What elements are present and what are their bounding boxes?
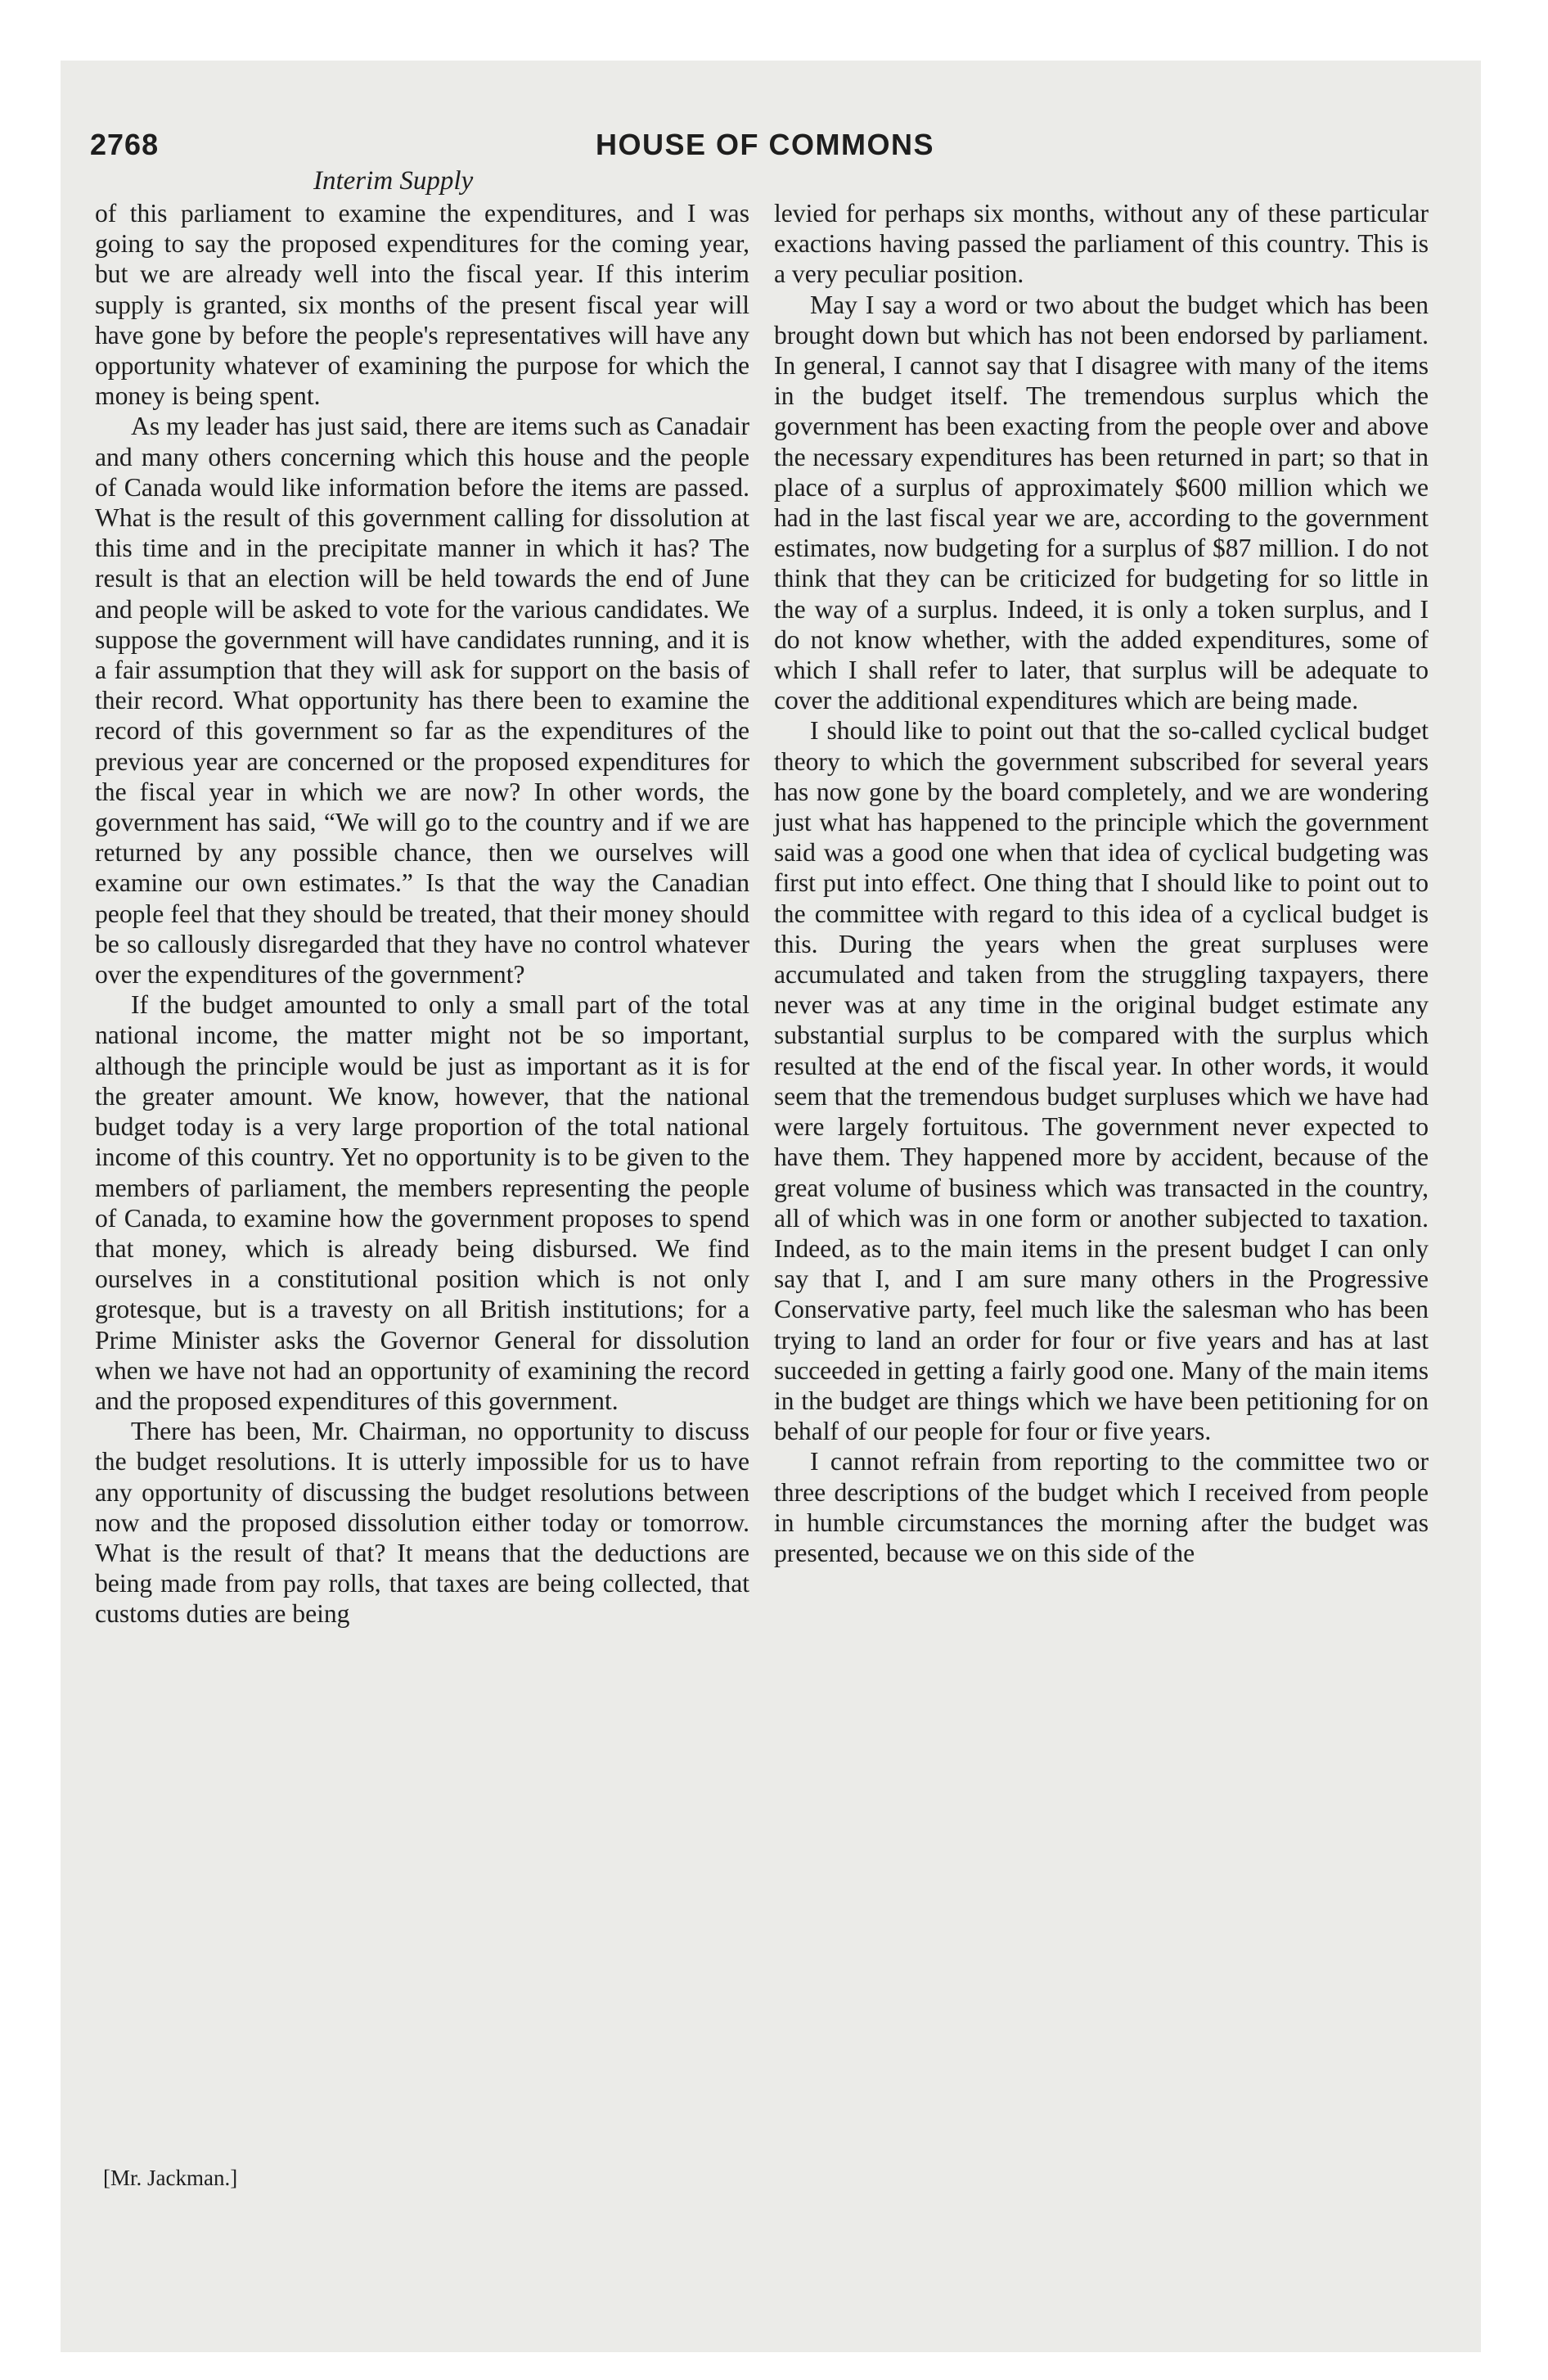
paragraph: levied for perhaps six months, without any of these particular exactions having passed the parliament of this country. This is a very peculiar position.	[774, 199, 1429, 289]
paragraph: I should like to point out that the so-called cyclical budget theory to which the government subscribed for several years has now gone by the board completely, and we are wondering just what has happened to the principle which the government said was a good one when that idea of cyclical budgeting was first put into effect. One thing that I should like to point out to the committee with regard to this idea of a cyclical budget is this. During the years when the great surpluses were accumulated and taken from the struggling taxpayers, there never was at any time in the original budget estimate any substantial surplus to be compared with the surplus which resulted at the end of the fiscal year. In other words, it would seem that the tremendous budget surpluses which we have had were largely fortuitous. The government never expected to have them. They happened more by accident, because of the great volume of business which was transacted in the country, all of which was in one form or another subjected to taxation. Indeed, as to the main items in the present budget I can only say that I, and I am sure many others in the Progressive Conservative party, feel much like the salesman who has been trying to land an order for four or five years and has at last succeeded in getting a fairly good one. Many of the main items in the budget are things which we have been petitioning for on behalf of our people for four or five years.	[774, 716, 1429, 1446]
paragraph: I cannot refrain from reporting to the committee two or three descriptions of the budget which I received from people in humble circumstances the morning after the budget was presented, because we on this side of the	[774, 1447, 1429, 1567]
page-title: HOUSE OF COMMONS	[596, 128, 935, 161]
paragraph: May I say a word or two about the budget which has been brought down but which has not been endorsed by parliament. In general, I cannot say that I disagree with many of the items in the budget itself. The tremendous surplus which the government has been exacting from the people over and above the necessary expenditures has been returned in part; so that in place of a surplus of approximately $600 million which we had in the last fiscal year we are, according to the government estimates, now budgeting for a surplus of $87 million. I do not think that they can be criticized for budgeting for so little in the way of a surplus. Indeed, it is only a token surplus, and I do not know whether, with the added expenditures, some of which I shall refer to later, that surplus will be adequate to cover the additional expenditures which are being made.	[774, 290, 1429, 715]
paragraph: If the budget amounted to only a small part of the total national income, the matter might not be so important, although the principle would be just as important as it is for the greater amount. We know, however, that the national budget today is a very large proportion of the total national income of this country. Yet no opportunity is to be given to the members of parliament, the members representing the people of Canada, to examine how the government proposes to spend that money, which is already being disbursed. We find ourselves in a constitutional position which is not only grotesque, but is a travesty on all British institutions; for a Prime Minister asks the Governor General for dissolution when we have not had an opportunity of examining the record and the proposed expenditures of this government.	[95, 990, 749, 1415]
right-column	[774, 198, 1429, 1568]
left-column	[95, 198, 749, 1629]
paragraph: As my leader has just said, there are items such as Canadair and many others concerning which this house and the people of Canada would like information before the items are passed. What is the result of this government calling for dissolution at this time and in the precipitate manner in which it has? The result is that an election will be held towards the end of June and people will be asked to vote for the various candidates. We suppose the government will have candidates running, and it is a fair assumption that they will ask for support on the basis of their record. What opportunity has there been to examine the record of this government so far as the expenditures of the previous year are concerned or the proposed expenditures for the fiscal year in which we are now? In other words, the government has said, “We will go to the country and if we are returned by any possible chance, then we ourselves will examine our own estimates.” Is that the way the Canadian people feel that they should be treated, that their money should be so callously disregarded that they have no control whatever over the expenditures of the government?	[95, 412, 749, 989]
page-header	[90, 128, 1473, 169]
paragraph: of this parliament to examine the expenditures, and I was going to say the proposed expenditures for the coming year, but we are already well into the fiscal year. If this interim supply is granted, six months of the present fiscal year will have gone by before the people's representatives will have any opportunity whatever of examining the purpose for which the money is being spent.	[95, 199, 749, 411]
page-number: 2768	[90, 128, 160, 161]
speaker-reference: [Mr. Jackman.]	[103, 2166, 238, 2190]
section-subtitle: Interim Supply	[313, 166, 474, 196]
paragraph: There has been, Mr. Chairman, no opportunity to discuss the budget resolutions. It is utterly impossible for us to have any opportunity of discussing the budget resolutions between now and the proposed dissolution either today or tomorrow. What is the result of that? It means that the deductions are being made from pay rolls, that taxes are being collected, that customs duties are being	[95, 1417, 749, 1629]
